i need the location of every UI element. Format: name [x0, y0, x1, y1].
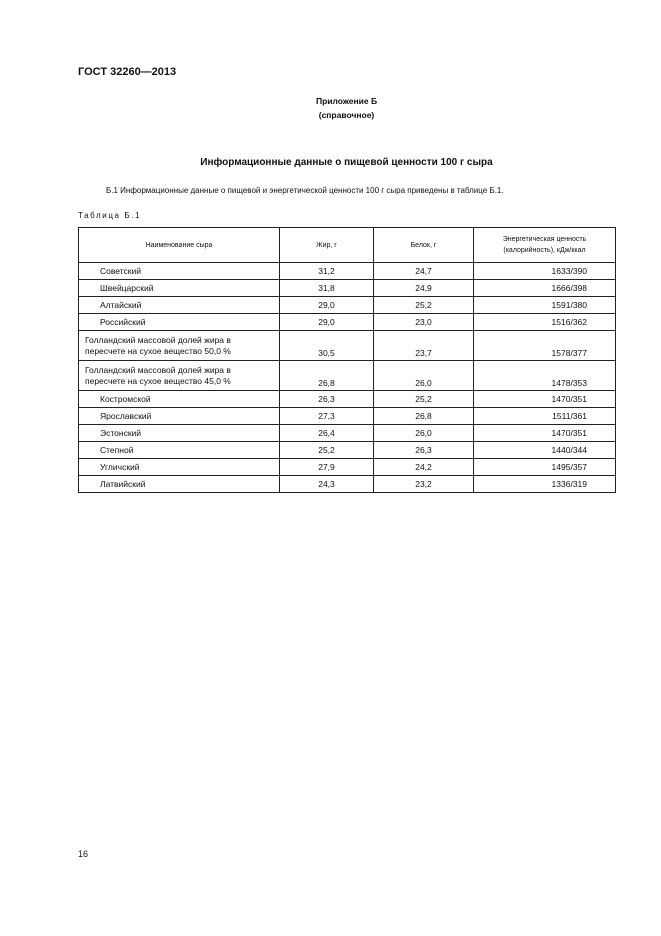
fat-value: 29,0	[280, 297, 374, 314]
header-name: Наименование сыра	[79, 228, 280, 263]
page-number: 16	[78, 849, 89, 859]
protein-value: 26,0	[374, 425, 474, 442]
table-header-row	[79, 228, 616, 263]
table-row	[79, 361, 616, 391]
appendix-title: Приложение Б	[315, 96, 378, 106]
fat-value: 26,4	[280, 425, 374, 442]
energy-value: 1470/351	[474, 425, 616, 442]
header-energy-line2: (калорийность), кДж/ккал	[503, 247, 586, 254]
fat-value: 24,3	[280, 476, 374, 493]
energy-value: 1336/319	[474, 476, 616, 493]
cheese-name	[79, 331, 280, 361]
table-row	[79, 314, 616, 331]
table-row	[79, 280, 616, 297]
protein-value: 26,0	[374, 361, 474, 391]
cheese-name: Алтайский	[79, 297, 280, 314]
cheese-name: Эстонский	[79, 425, 280, 442]
protein-value: 24,9	[374, 280, 474, 297]
fat-value: 27,9	[280, 459, 374, 476]
cheese-name-line2: пересчете на сухое вещество 45,0 %	[85, 375, 231, 386]
protein-value: 26,8	[374, 408, 474, 425]
table-row	[79, 408, 616, 425]
energy-value: 1591/380	[474, 297, 616, 314]
fat-value: 27,3	[280, 408, 374, 425]
cheese-name	[79, 361, 280, 391]
header-energy	[474, 228, 616, 263]
protein-value: 23,2	[374, 476, 474, 493]
table-row	[79, 425, 616, 442]
fat-value: 25,2	[280, 442, 374, 459]
appendix-subtitle: (справочное)	[318, 110, 375, 120]
cheese-name-line1: Голландский массовой долей жира в	[85, 334, 231, 345]
table-row	[79, 331, 616, 361]
fat-value: 31,2	[280, 263, 374, 280]
cheese-name: Латвийский	[79, 476, 280, 493]
table-row	[79, 297, 616, 314]
header-fat: Жир, г	[280, 228, 374, 263]
fat-value: 29,0	[280, 314, 374, 331]
table-label: Таблица Б.1	[78, 211, 142, 220]
cheese-name: Ярославский	[79, 408, 280, 425]
energy-value: 1578/377	[474, 331, 616, 361]
energy-value: 1511/361	[474, 408, 616, 425]
header-protein: Белок, г	[374, 228, 474, 263]
fat-value: 26,8	[280, 361, 374, 391]
energy-value: 1470/351	[474, 391, 616, 408]
protein-value: 24,2	[374, 459, 474, 476]
header-energy-line1: Энергетическая ценность	[502, 236, 587, 243]
table-row	[79, 442, 616, 459]
cheese-nutrition-table	[78, 227, 616, 493]
fat-value: 26,3	[280, 391, 374, 408]
protein-value: 24,7	[374, 263, 474, 280]
cheese-name: Степной	[79, 442, 280, 459]
table-row	[79, 476, 616, 493]
cheese-name-line1: Голландский массовой долей жира в	[85, 364, 231, 375]
fat-value: 30,5	[280, 331, 374, 361]
protein-value: 23,0	[374, 314, 474, 331]
energy-value: 1495/357	[474, 459, 616, 476]
cheese-name-line2: пересчете на сухое вещество 50,0 %	[85, 345, 231, 356]
table-row	[79, 263, 616, 280]
cheese-name: Российский	[79, 314, 280, 331]
cheese-name: Костромской	[79, 391, 280, 408]
fat-value: 31,8	[280, 280, 374, 297]
protein-value: 25,2	[374, 297, 474, 314]
appendix-title-block	[0, 94, 661, 122]
energy-value: 1440/344	[474, 442, 616, 459]
energy-value: 1666/398	[474, 280, 616, 297]
standard-code: ГОСТ 32260—2013	[78, 66, 177, 78]
cheese-name: Швейцарский	[79, 280, 280, 297]
energy-value: 1633/390	[474, 263, 616, 280]
section-heading: Информационные данные о пищевой ценности 100 г сыра	[200, 157, 493, 168]
protein-value: 25,2	[374, 391, 474, 408]
cheese-name: Угличский	[79, 459, 280, 476]
table-row	[79, 459, 616, 476]
energy-value: 1516/362	[474, 314, 616, 331]
intro-paragraph: Б.1 Информационные данные о пищевой и энергетической ценности 100 г сыра приведены в таблице Б.1.	[106, 186, 504, 195]
protein-value: 26,3	[374, 442, 474, 459]
cheese-name: Советский	[79, 263, 280, 280]
energy-value: 1478/353	[474, 361, 616, 391]
table-row	[79, 391, 616, 408]
protein-value: 23,7	[374, 331, 474, 361]
